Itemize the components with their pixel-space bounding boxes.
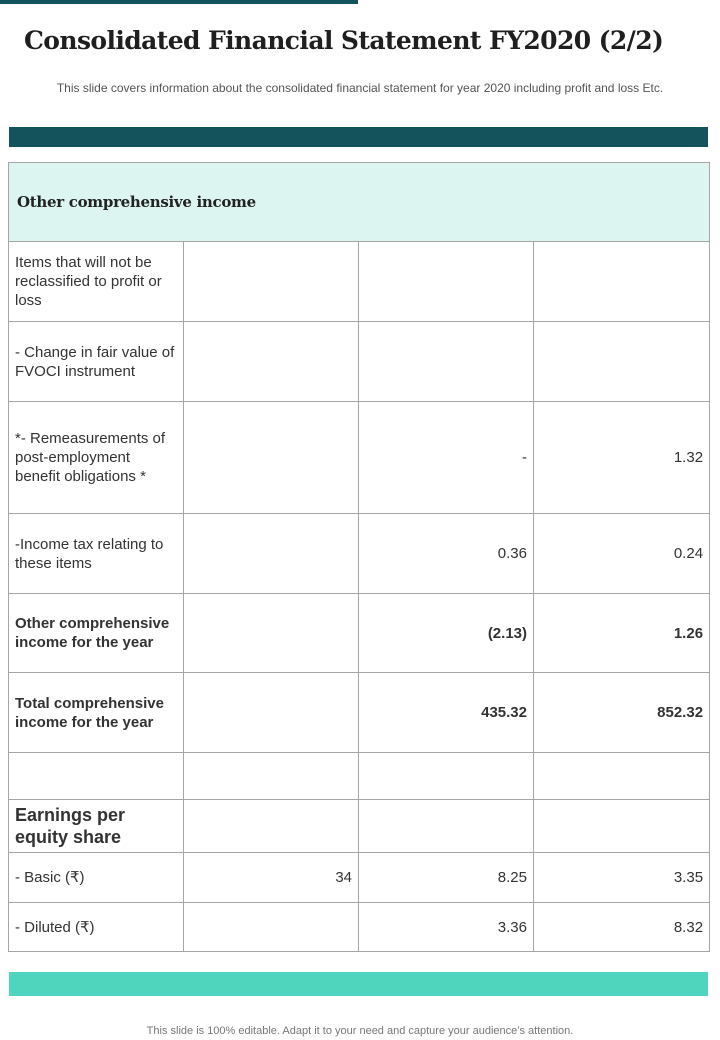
value-cell: 852.32 (534, 673, 710, 753)
table-row (9, 402, 710, 514)
value-cell: 34 (184, 853, 359, 903)
table-row (9, 594, 710, 673)
header-divider-bar (9, 127, 708, 147)
value-cell (184, 514, 359, 594)
row-label: - Change in fair value of FVOCI instrument (9, 322, 184, 402)
value-cell (534, 800, 710, 853)
row-label: - Diluted (₹) (9, 903, 184, 952)
value-cell (184, 673, 359, 753)
page-subtitle: This slide covers information about the consolidated financial statement for year 2020 including profit and loss Etc. (56, 81, 664, 95)
table-row (9, 242, 710, 322)
footer-accent-bar (9, 972, 708, 996)
value-cell: 0.24 (534, 514, 710, 594)
value-cell (534, 242, 710, 322)
value-cell (184, 242, 359, 322)
value-cell: 1.26 (534, 594, 710, 673)
financial-table (8, 162, 710, 952)
value-cell (359, 800, 534, 853)
value-cell (184, 594, 359, 673)
table-row (9, 753, 710, 800)
footer-note: This slide is 100% editable. Adapt it to your need and capture your audience’s attention. (146, 1025, 574, 1037)
value-cell: 8.25 (359, 853, 534, 903)
row-label: Total comprehensive income for the year (9, 673, 184, 753)
value-cell (359, 242, 534, 322)
value-cell: 8.32 (534, 903, 710, 952)
value-cell (184, 800, 359, 853)
page-title: Consolidated Financial Statement FY2020 (2/2) (24, 26, 664, 55)
value-cell (359, 322, 534, 402)
table-row (9, 800, 710, 853)
row-label (9, 753, 184, 800)
value-cell (534, 753, 710, 800)
value-cell (184, 753, 359, 800)
value-cell (359, 753, 534, 800)
table-row (9, 853, 710, 903)
row-label: Other comprehensive income for the year (9, 594, 184, 673)
row-label: - Basic (₹) (9, 853, 184, 903)
value-cell: 1.32 (534, 402, 710, 514)
value-cell: 3.35 (534, 853, 710, 903)
value-cell: (2.13) (359, 594, 534, 673)
section-heading: Other comprehensive income (9, 163, 710, 242)
value-cell: 3.36 (359, 903, 534, 952)
row-label: *- Remeasurements of post-employment benefit obligations * (9, 402, 184, 514)
table-row (9, 903, 710, 952)
table-row (9, 514, 710, 594)
value-cell: - (359, 402, 534, 514)
row-label: -Income tax relating to these items (9, 514, 184, 594)
section-header-row (9, 163, 710, 242)
table-row (9, 322, 710, 402)
value-cell (534, 322, 710, 402)
value-cell: 0.36 (359, 514, 534, 594)
value-cell (184, 903, 359, 952)
value-cell (184, 402, 359, 514)
top-accent-bar (0, 0, 358, 4)
value-cell (184, 322, 359, 402)
row-label: Items that will not be reclassified to profit or loss (9, 242, 184, 322)
row-label: Earnings per equity share (9, 800, 184, 853)
table-row (9, 673, 710, 753)
value-cell: 435.32 (359, 673, 534, 753)
